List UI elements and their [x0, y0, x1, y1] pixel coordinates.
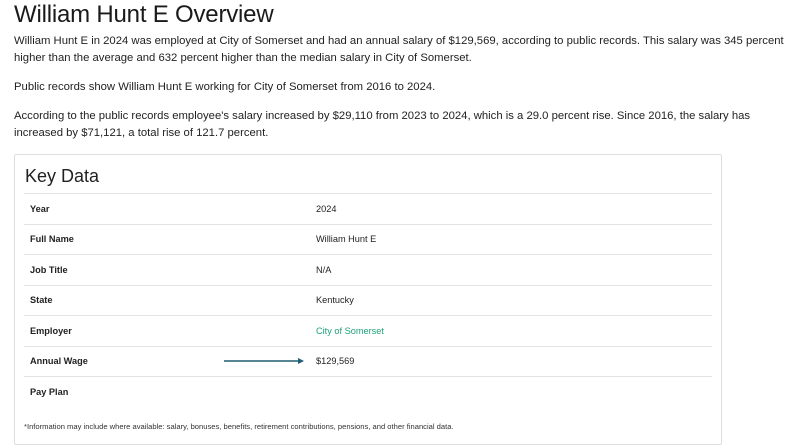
footnote: *Information may include where available: salary, bonuses, benefits, retirement contributions, pensions, and other financial data. — [24, 421, 454, 431]
row-label-employer: Employer — [24, 316, 220, 347]
employer-link[interactable]: City of Somerset — [316, 325, 384, 336]
table-row — [24, 377, 712, 407]
row-value-year: 2024 — [316, 194, 712, 225]
row-value-job-title: N/A — [316, 255, 712, 286]
row-value-state: Kentucky — [316, 285, 712, 316]
row-value-full-name: William Hunt E — [316, 224, 712, 255]
table-row — [24, 316, 712, 347]
summary-paragraph: William Hunt E in 2024 was employed at City of Somerset and had an annual salary of $129,569, according to public records. This salary was 345 percent higher than the average and 632 percent higher than the median salary in City of Somerset. — [14, 35, 784, 64]
arrow-right-icon — [224, 357, 304, 365]
key-data-card — [14, 154, 722, 445]
table-row — [24, 346, 712, 377]
key-data-table — [24, 193, 712, 407]
row-value-pay-plan — [316, 377, 712, 407]
table-row — [24, 194, 712, 225]
row-label-full-name: Full Name — [24, 224, 220, 255]
row-label-pay-plan: Pay Plan — [24, 377, 220, 407]
table-row — [24, 224, 712, 255]
page-title: William Hunt E Overview — [14, 1, 274, 28]
row-label-job-title: Job Title — [24, 255, 220, 286]
row-label-year: Year — [24, 194, 220, 225]
key-data-heading: Key Data — [25, 166, 100, 186]
row-label-annual-wage: Annual Wage — [24, 346, 220, 377]
table-row — [24, 255, 712, 286]
row-label-state: State — [24, 285, 220, 316]
employment-paragraph: Public records show William Hunt E working for City of Somerset from 2016 to 2024. — [14, 81, 436, 93]
row-value-annual-wage: $129,569 — [316, 346, 712, 377]
salary-change-paragraph: According to the public records employee's salary increased by $29,110 from 2023 to 2024, which is a 29.0 percent rise. Since 2016, the salary has increased by $71,121, a total rise of 121.7 percent. — [14, 110, 751, 139]
table-row — [24, 285, 712, 316]
